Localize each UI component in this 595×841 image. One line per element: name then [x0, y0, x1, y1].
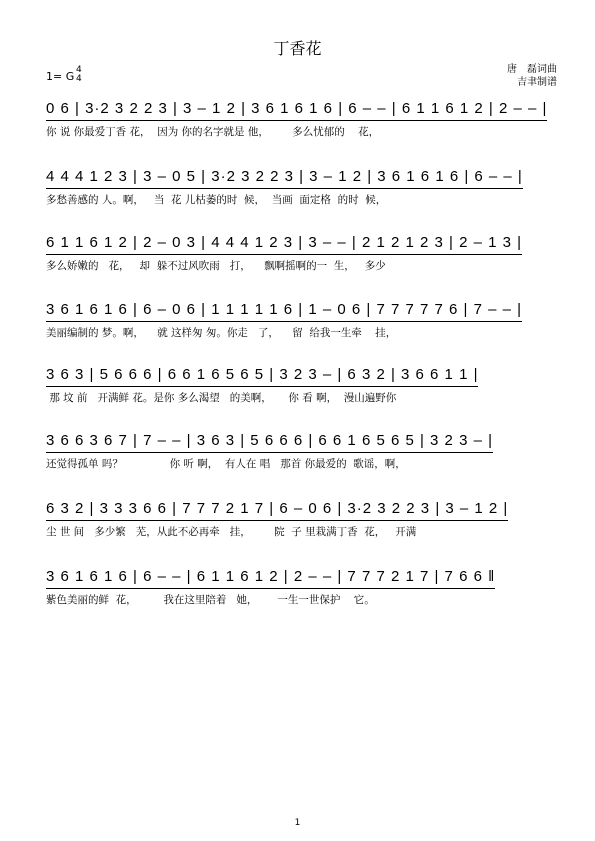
- lyrics-line: 还觉得孤单 吗？ 你 听 啊， 有人在 唱 那首 你最爱的 歌谣，啊，: [46, 458, 406, 470]
- page-number: 1: [294, 818, 301, 828]
- score-row-8: [46, 566, 561, 616]
- time-signature-bottom: 4: [76, 74, 82, 84]
- beam-line: [46, 120, 547, 121]
- lyrics-line: 多么娇嫩的 花， 却 躲不过风吹雨 打， 飘啊摇啊的一 生， 多少: [46, 260, 386, 272]
- time-signature-top: 4: [76, 65, 82, 75]
- notes-line: 6 3 2 | 3 3 3 6 6 | 7 7 7 2 1 7 | 6 – 0 6 | 3·2 3 2 2 3 | 3 – 1 2 |: [46, 500, 509, 517]
- score-row-4: [46, 299, 561, 349]
- page-title: 丁香花: [273, 39, 322, 58]
- notes-line: 3 6 1 6 1 6 | 6 – 0 6 | 1 1 1 1 1 6 | 1 – 0 6 | 7 7 7 7 7 6 | 7 – – |: [46, 301, 522, 318]
- beam-line: [46, 452, 493, 453]
- lyrics-line: 多愁善感的 人。啊， 当 花 儿枯萎的时 候， 当画 面定格 的时 候，: [46, 194, 387, 206]
- beam-line: [46, 520, 508, 521]
- score-row-2: [46, 166, 561, 216]
- key-signature: 1= G: [46, 70, 75, 83]
- beam-line: [46, 188, 523, 189]
- lyrics-line: 那 坟 前 开满鲜 花。是你 多么渴望 的美啊， 你 看 啊， 漫山遍野你: [46, 392, 397, 404]
- beam-line: [46, 386, 478, 387]
- score-row-1: [46, 98, 561, 148]
- credit-transcriber: 吉聿制谱: [517, 77, 557, 88]
- credit-lyricist-composer: 唐 磊词曲: [507, 64, 557, 75]
- beam-line: [46, 254, 522, 255]
- notes-line: 3 6 6 3 6 7 | 7 – – | 3 6 3 | 5 6 6 6 | 6 6 1 6 5 6 5 | 3 2 3 – |: [46, 432, 493, 449]
- lyrics-line: 美丽编制的 梦。啊， 就 这样匆 匆。你走 了， 留 给我一生牵 挂，: [46, 327, 397, 339]
- lyrics-line: 紫色美丽的鲜 花， 我在这里陪着 她， 一生一世保护 它。: [46, 594, 375, 606]
- notes-line: 6 1 1 6 1 2 | 2 – 0 3 | 4 4 4 1 2 3 | 3 – – | 2 1 2 1 2 3 | 2 – 1 3 |: [46, 234, 522, 251]
- score-row-5: [46, 364, 561, 414]
- score-row-7: [46, 498, 561, 548]
- lyrics-line: 你 说 你最爱丁香 花， 因为 你的名字就是 他， 多么忧郁的 花，: [46, 126, 380, 138]
- beam-line: [46, 321, 522, 322]
- beam-line: [46, 588, 495, 589]
- lyrics-line: 尘 世 间 多少繁 芜，从此不必再牵 挂， 院 子 里栽满丁香 花， 开满: [46, 526, 417, 538]
- notes-line: 3 6 1 6 1 6 | 6 – – | 6 1 1 6 1 2 | 2 – – | 7 7 7 2 1 7 | 7 6 6 ‖: [46, 568, 496, 585]
- notes-line: 4 4 4 1 2 3 | 3 – 0 5 | 3·2 3 2 2 3 | 3 – 1 2 | 3 6 1 6 1 6 | 6 – – |: [46, 168, 523, 185]
- score-row-6: [46, 430, 561, 480]
- notes-line: 3 6 3 | 5 6 6 6 | 6 6 1 6 5 6 5 | 3 2 3 – | 6 3 2 | 3 6 6 1 1 |: [46, 366, 479, 383]
- notes-line: 0 6 | 3·2 3 2 2 3 | 3 – 1 2 | 3 6 1 6 1 6 | 6 – – | 6 1 1 6 1 2 | 2 – – |: [46, 100, 548, 117]
- time-signature: [76, 66, 82, 84]
- score-row-3: [46, 232, 561, 282]
